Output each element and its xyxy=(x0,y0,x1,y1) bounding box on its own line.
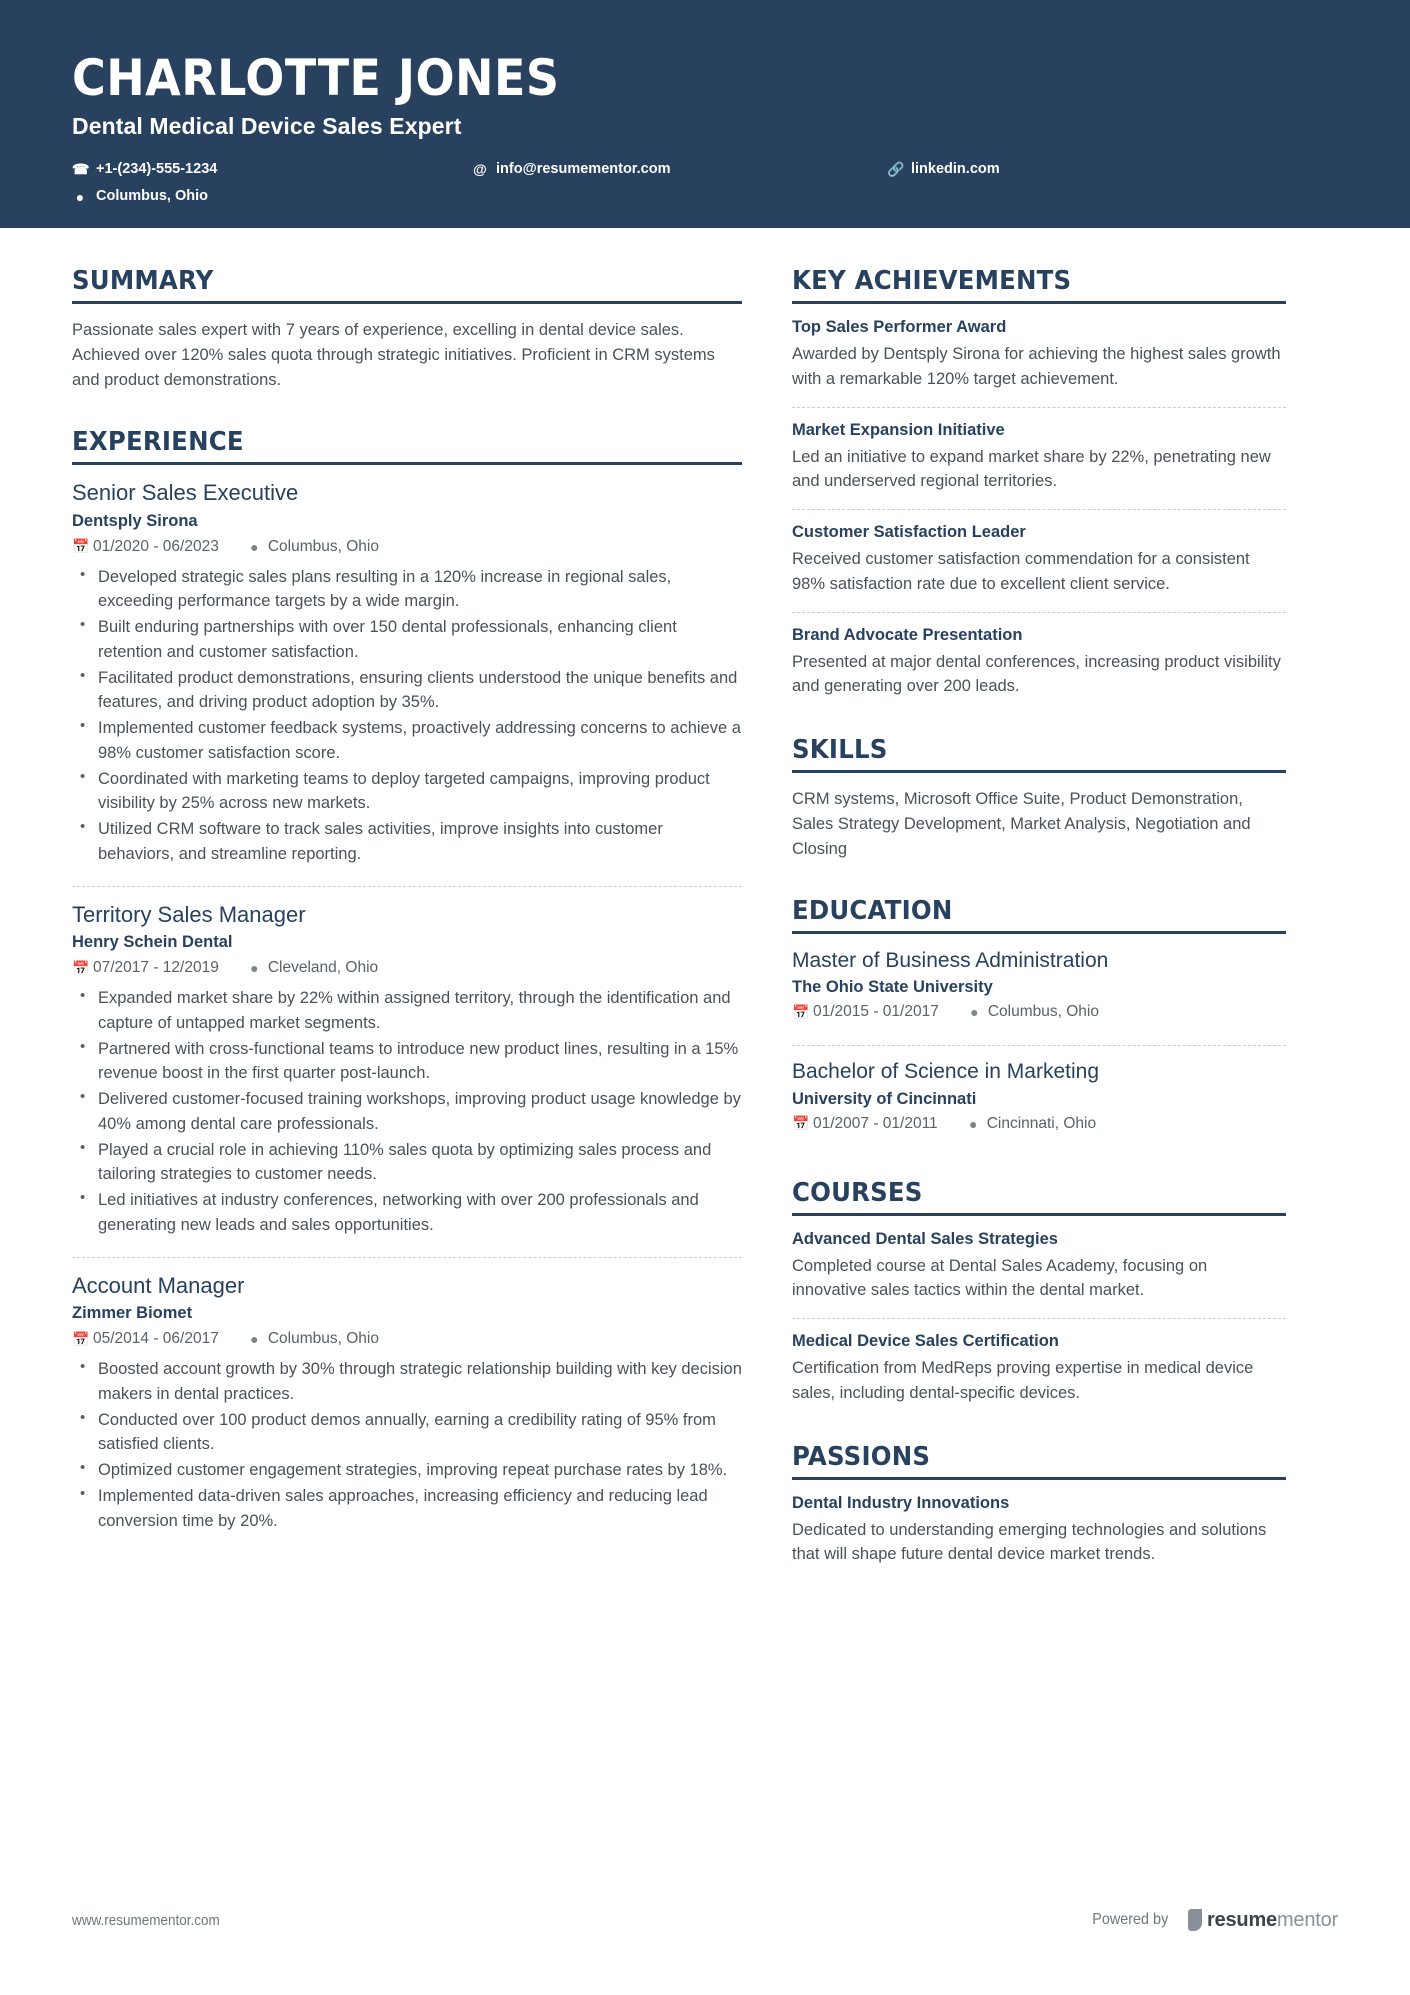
section-skills xyxy=(792,735,1286,862)
education-heading: EDUCATION xyxy=(792,896,953,927)
skills-heading: SKILLS xyxy=(792,735,888,765)
education-dates: 01/2007 - 01/2011 xyxy=(813,1114,938,1132)
education-meta xyxy=(792,1115,1286,1133)
achievement-title: Top Sales Performer Award xyxy=(792,318,1007,336)
bullet-item: • Utilized CRM software to track sales activities, improve insights into customer behaviors, and streamline reporting. xyxy=(72,817,742,867)
experience-location: Columbus, Ohio xyxy=(267,537,379,555)
contact-email-value: info@resumementor.com xyxy=(496,160,671,177)
bullet-item: • Implemented data-driven sales approaches, increasing efficiency and reducing lead conversion time by 20%. xyxy=(72,1484,742,1534)
experience-bullets xyxy=(72,1357,742,1533)
bullet-item: • Built enduring partnerships with over 150 dental professionals, enhancing client retention and customer satisfaction. xyxy=(72,615,742,665)
experience-meta xyxy=(72,1330,742,1348)
bullet-item: • Conducted over 100 product demos annually, earning a credibility rating of 95% from satisfied clients. xyxy=(72,1408,742,1458)
education-degree: Bachelor of Science in Marketing xyxy=(792,1060,1099,1084)
bullet-item: • Facilitated product demonstrations, ensuring clients understood the unique benefits and features, and driving product adoption by 35%. xyxy=(72,666,742,716)
contact-location xyxy=(72,183,472,211)
education-degree: Master of Business Administration xyxy=(792,949,1109,973)
course-item xyxy=(792,1318,1286,1408)
contact-row-1 xyxy=(72,156,1338,184)
summary-text: Passionate sales expert with 7 years of experience, excelling in dental device sales. Achieved over 120% sales quota through strategic initiatives. Proficient in CRM systems and product demonstrations. xyxy=(72,321,715,390)
skills-text: CRM systems, Microsoft Office Suite, Product Demonstration, Sales Strategy Development, Market Analysis, Negotiation and Closing xyxy=(792,790,1251,859)
key-achievements-divider xyxy=(792,301,1286,304)
logo-mark-icon xyxy=(1188,1909,1202,1931)
experience-entry xyxy=(72,886,742,1243)
experience-location: Cleveland, Ohio xyxy=(267,959,379,977)
experience-entry xyxy=(72,479,742,872)
bullet-item: • Expanded market share by 22% within assigned territory, through the identification and capture of untapped market segments. xyxy=(72,986,742,1036)
education-location: Cincinnati, Ohio xyxy=(986,1114,1097,1132)
experience-company: Dentsply Sirona xyxy=(72,511,198,530)
passion-item xyxy=(792,1494,1286,1570)
summary-heading: SUMMARY xyxy=(72,266,214,296)
resumementor-logo xyxy=(1188,1909,1338,1932)
contact-website[interactable] xyxy=(887,156,1187,184)
experience-bullets xyxy=(72,565,742,867)
experience-heading: EXPERIENCE xyxy=(72,427,244,458)
experience-location: Columbus, Ohio xyxy=(267,1330,379,1348)
section-key-achievements xyxy=(792,266,1286,701)
section-summary xyxy=(72,266,742,393)
resume-body xyxy=(0,228,1410,1569)
bullet-item: • Played a crucial role in achieving 110% sales quota by optimizing sales process and tailoring strategies to customer needs. xyxy=(72,1138,742,1188)
bullet-item: • Coordinated with marketing teams to deploy targeted campaigns, improving product visibility by 25% across new markets. xyxy=(72,767,742,817)
experience-meta xyxy=(72,538,742,556)
experience-company: Zimmer Biomet xyxy=(72,1304,193,1323)
experience-dates: 07/2017 - 12/2019 xyxy=(93,959,219,977)
map-pin-icon: ● xyxy=(250,960,259,977)
achievement-item xyxy=(792,612,1286,702)
bullet-item: • Optimized customer engagement strategies, improving repeat purchase rates by 18%. xyxy=(72,1458,742,1483)
logo-text xyxy=(1207,1909,1338,1932)
education-meta xyxy=(792,1003,1286,1021)
experience-entry xyxy=(72,1257,742,1539)
phone-icon: ☎ xyxy=(72,160,90,177)
passion-title: Dental Industry Innovations xyxy=(792,1493,1010,1512)
achievement-item xyxy=(792,318,1286,394)
left-column xyxy=(72,228,792,1569)
candidate-job-title: Dental Medical Device Sales Expert xyxy=(72,112,462,139)
logo-text-bold: resume xyxy=(1207,1908,1277,1931)
course-text: Certification from MedReps proving expertise in medical device sales, including dental-specific devices. xyxy=(792,1359,1254,1402)
section-passions xyxy=(792,1442,1286,1570)
achievement-text: Led an initiative to expand market share by 22%, penetrating new and underserved regional territories. xyxy=(792,447,1271,491)
map-pin-icon: ● xyxy=(75,188,85,205)
course-item xyxy=(792,1230,1286,1306)
bullet-item: • Implemented customer feedback systems, proactively addressing concerns to achieve a 98% customer satisfaction score. xyxy=(72,716,742,766)
candidate-name: CHARLOTTE JONES xyxy=(72,49,560,107)
contact-phone[interactable] xyxy=(72,156,472,184)
course-title: Advanced Dental Sales Strategies xyxy=(792,1229,1058,1248)
courses-heading: COURSES xyxy=(792,1177,923,1208)
education-school: University of Cincinnati xyxy=(792,1089,977,1108)
summary-divider xyxy=(72,301,742,304)
experience-meta xyxy=(72,959,742,977)
experience-job-title: Senior Sales Executive xyxy=(72,480,299,506)
map-pin-icon: ● xyxy=(250,538,259,555)
achievement-title: Market Expansion Initiative xyxy=(792,420,1005,439)
course-title: Medical Device Sales Certification xyxy=(792,1332,1059,1351)
key-achievements-heading: KEY ACHIEVEMENTS xyxy=(792,266,1072,296)
achievement-text: Presented at major dental conferences, increasing product visibility and generating over 200 leads. xyxy=(792,652,1281,696)
bullet-item: • Boosted account growth by 30% through strategic relationship building with key decision makers in dental practices. xyxy=(72,1357,742,1407)
resume-footer xyxy=(0,1885,1410,1995)
right-column xyxy=(792,228,1286,1569)
link-icon: 🔗 xyxy=(887,160,905,177)
experience-bullets xyxy=(72,986,742,1238)
education-school: The Ohio State University xyxy=(792,978,993,997)
passions-divider xyxy=(792,1477,1286,1480)
map-pin-icon: ● xyxy=(968,1115,978,1132)
powered-by-label: Powered by xyxy=(1091,1911,1168,1928)
map-pin-icon: ● xyxy=(970,1004,979,1021)
bullet-item: • Led initiatives at industry conferences, networking with over 200 professionals and generating new leads and sales opportunities. xyxy=(72,1188,742,1238)
calendar-icon: 📅 xyxy=(792,1115,810,1132)
skills-divider xyxy=(792,770,1286,773)
calendar-icon: 📅 xyxy=(72,959,90,976)
calendar-icon: 📅 xyxy=(792,1003,810,1020)
education-divider xyxy=(792,931,1286,934)
contact-phone-value: +1-(234)-555-1234 xyxy=(96,160,218,177)
logo-text-light: mentor xyxy=(1276,1908,1338,1931)
achievement-title: Brand Advocate Presentation xyxy=(792,625,1023,644)
course-text: Completed course at Dental Sales Academy, focusing on innovative sales tactics within the dental market. xyxy=(792,1256,1208,1300)
at-icon: @ xyxy=(473,160,487,177)
resume-header xyxy=(0,0,1410,228)
passion-text: Dedicated to understanding emerging technologies and solutions that will shape future dental device market trends. xyxy=(792,1520,1267,1564)
experience-job-title: Account Manager xyxy=(72,1272,245,1298)
achievement-item xyxy=(792,407,1286,497)
map-pin-icon: ● xyxy=(250,1331,259,1348)
bullet-item: • Partnered with cross-functional teams to introduce new product lines, resulting in a 15% revenue boost in the first quarter post-launch. xyxy=(72,1037,742,1087)
bullet-item: • Developed strategic sales plans resulting in a 120% increase in regional sales, exceeding performance targets by a wide margin. xyxy=(72,565,742,615)
passions-heading: PASSIONS xyxy=(792,1441,931,1472)
section-education xyxy=(792,896,1286,1144)
contact-row-2 xyxy=(72,183,1338,211)
contact-details xyxy=(72,156,1338,211)
experience-job-title: Territory Sales Manager xyxy=(72,901,306,927)
footer-branding xyxy=(1088,1909,1339,1932)
achievement-title: Customer Satisfaction Leader xyxy=(792,523,1026,541)
achievement-item xyxy=(792,509,1286,599)
footer-url[interactable]: www.resumementor.com xyxy=(72,1911,220,1929)
experience-company: Henry Schein Dental xyxy=(72,933,233,952)
contact-email[interactable] xyxy=(472,156,887,184)
bullet-item: • Delivered customer-focused training workshops, improving product usage knowledge by 40% among dental care professionals. xyxy=(72,1087,742,1137)
education-location: Columbus, Ohio xyxy=(987,1003,1099,1021)
contact-website-value: linkedin.com xyxy=(911,160,1000,177)
experience-dates: 05/2014 - 06/2017 xyxy=(93,1330,219,1348)
achievement-text: Received customer satisfaction commendation for a consistent 98% satisfaction rate due to excellent client service. xyxy=(792,550,1250,593)
section-courses xyxy=(792,1178,1286,1408)
education-entry xyxy=(792,1045,1286,1143)
experience-dates: 01/2020 - 06/2023 xyxy=(93,537,219,555)
education-dates: 01/2015 - 01/2017 xyxy=(813,1003,939,1021)
education-entry xyxy=(792,948,1286,1032)
courses-divider xyxy=(792,1213,1286,1216)
calendar-icon: 📅 xyxy=(72,1330,90,1347)
achievement-text: Awarded by Dentsply Sirona for achieving the highest sales growth with a remarkable 120% target achievement. xyxy=(792,345,1281,388)
contact-location-value: Columbus, Ohio xyxy=(96,188,208,205)
experience-divider xyxy=(72,462,742,465)
section-experience xyxy=(72,427,742,1538)
calendar-icon: 📅 xyxy=(72,538,90,555)
